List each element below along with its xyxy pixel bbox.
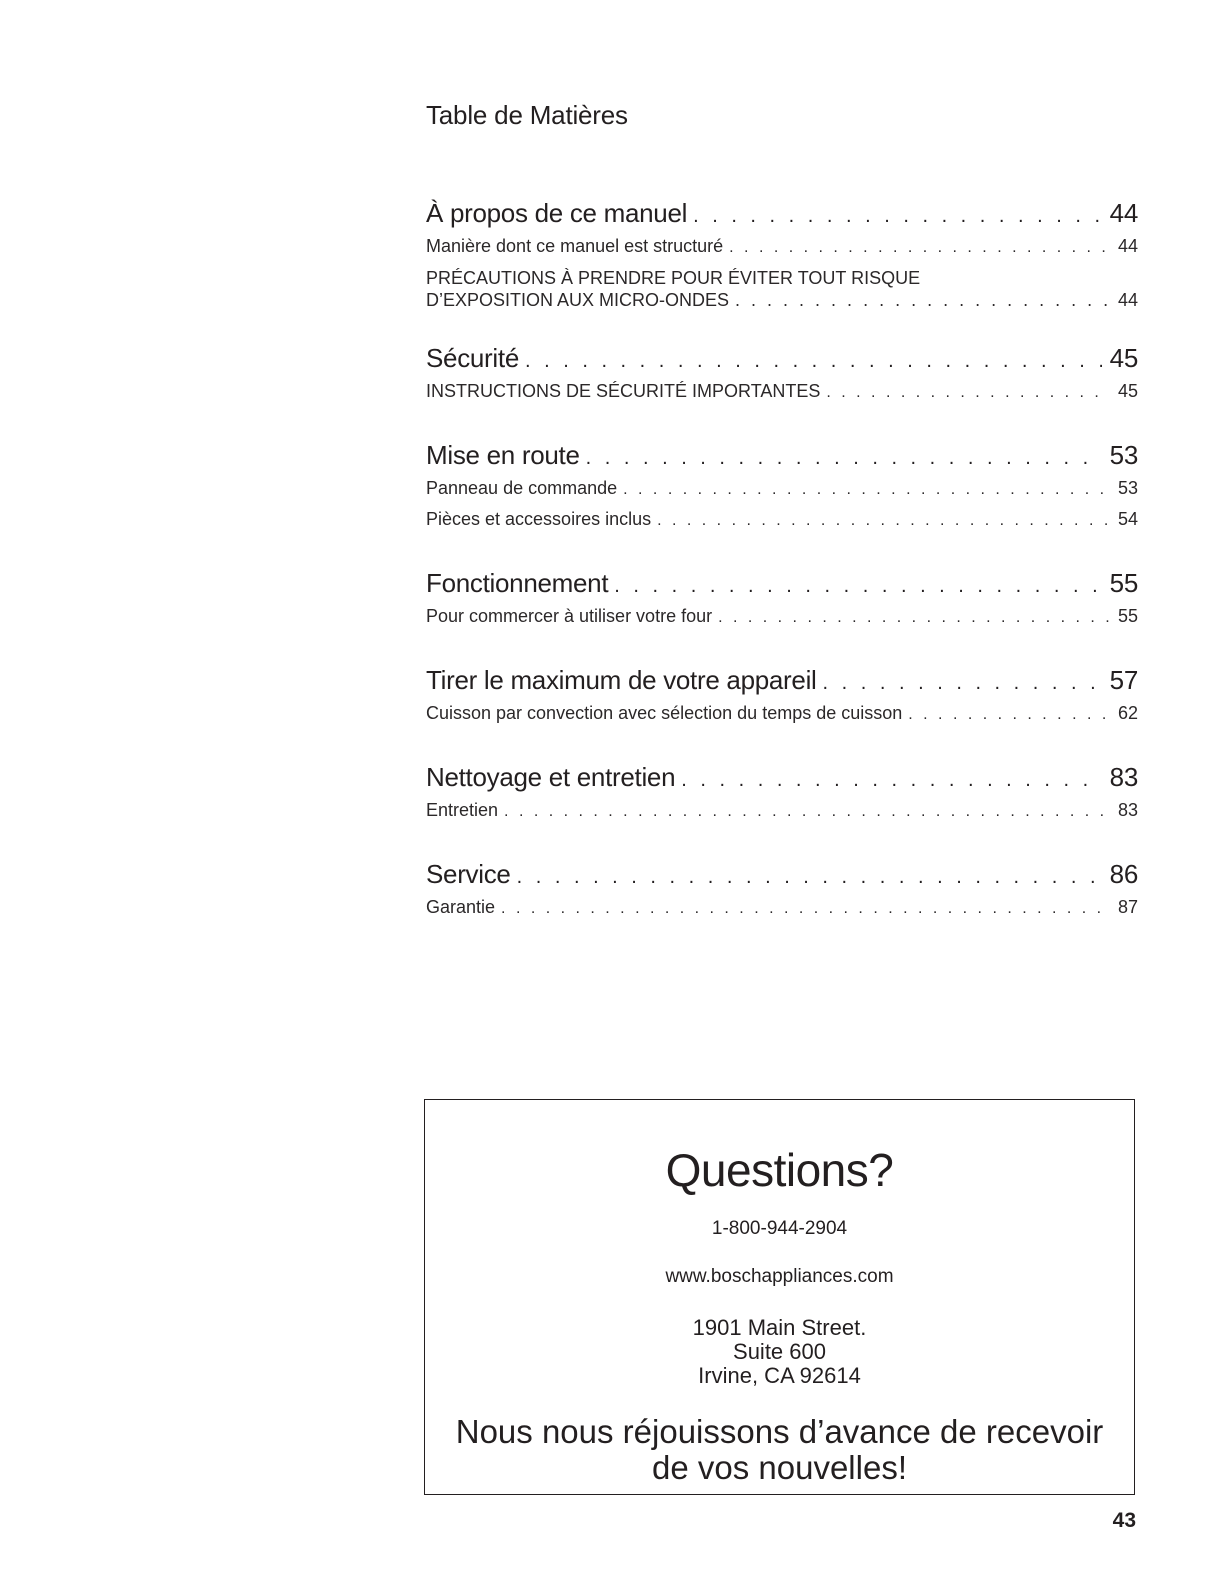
toc-section-cleaning bbox=[426, 762, 1138, 831]
toc-section-service bbox=[426, 859, 1138, 928]
toc-sub-label-line2: D’EXPOSITION AUX MICRO-ONDES bbox=[426, 290, 730, 310]
toc-main-entry[interactable] bbox=[426, 859, 1138, 897]
toc-page-number: 57 bbox=[1109, 665, 1138, 695]
toc-sub-entry-multiline[interactable] bbox=[426, 267, 1138, 315]
toc-page-number: 44 bbox=[1117, 290, 1138, 310]
table-of-contents bbox=[426, 198, 1138, 956]
toc-sub-entry[interactable] bbox=[426, 897, 1138, 928]
website-link[interactable]: www.boschappliances.com bbox=[665, 1266, 894, 1287]
toc-sub-label: Garantie bbox=[426, 897, 496, 917]
toc-page-number: 62 bbox=[1117, 703, 1138, 723]
closing-line-1: Nous nous réjouissons d’avance de recevoir bbox=[455, 1413, 1104, 1450]
dot-leader bbox=[525, 350, 1102, 373]
dot-leader bbox=[623, 481, 1110, 499]
dot-leader bbox=[614, 575, 1101, 598]
toc-sub-label: Pour commercer à utiliser votre four bbox=[426, 606, 713, 626]
phone-number[interactable]: 1-800-944-2904 bbox=[711, 1218, 848, 1239]
toc-section-security bbox=[426, 343, 1138, 412]
toc-page-number: 53 bbox=[1117, 478, 1138, 498]
toc-sub-entry[interactable] bbox=[426, 236, 1138, 267]
dot-leader bbox=[586, 447, 1102, 470]
toc-sub-label-line1: PRÉCAUTIONS À PRENDRE POUR ÉVITER TOUT RISQUE bbox=[426, 268, 921, 288]
address bbox=[425, 1316, 1134, 1388]
toc-main-entry[interactable] bbox=[426, 440, 1138, 478]
closing-message bbox=[425, 1414, 1134, 1486]
dot-leader bbox=[657, 512, 1110, 530]
toc-main-label: Tirer le maximum de votre appareil bbox=[426, 665, 817, 695]
toc-page-number: 54 bbox=[1117, 509, 1138, 529]
toc-page-number: 83 bbox=[1117, 800, 1138, 820]
toc-main-label: Sécurité bbox=[426, 343, 519, 373]
toc-sub-label: Manière dont ce manuel est structuré bbox=[426, 236, 724, 256]
toc-main-entry[interactable] bbox=[426, 343, 1138, 381]
toc-section-getting-started bbox=[426, 440, 1138, 540]
dot-leader bbox=[718, 609, 1110, 627]
toc-sub-label: Panneau de commande bbox=[426, 478, 618, 498]
dot-leader bbox=[908, 706, 1110, 724]
dot-leader bbox=[517, 866, 1102, 889]
dot-leader bbox=[735, 289, 1110, 311]
dot-leader bbox=[501, 900, 1110, 918]
dot-leader bbox=[693, 205, 1102, 228]
toc-sub-entry[interactable] bbox=[426, 800, 1138, 831]
toc-main-label: Mise en route bbox=[426, 440, 580, 470]
toc-page-number: 87 bbox=[1117, 897, 1138, 917]
toc-main-label: Service bbox=[426, 859, 511, 889]
toc-page-number: 45 bbox=[1109, 343, 1138, 373]
toc-main-label: Fonctionnement bbox=[426, 568, 609, 598]
address-line-1: 1901 Main Street. bbox=[692, 1315, 867, 1340]
toc-sub-label: Pièces et accessoires inclus bbox=[426, 509, 652, 529]
toc-page-number: 44 bbox=[1109, 198, 1138, 228]
toc-page-number: 44 bbox=[1117, 236, 1138, 256]
toc-title: Table de Matières bbox=[426, 100, 628, 130]
toc-main-entry[interactable] bbox=[426, 568, 1138, 606]
dot-leader bbox=[823, 672, 1102, 695]
toc-main-entry[interactable] bbox=[426, 198, 1138, 236]
toc-main-entry[interactable] bbox=[426, 762, 1138, 800]
address-line-2: Suite 600 bbox=[733, 1339, 826, 1364]
dot-leader bbox=[681, 769, 1101, 792]
dot-leader bbox=[504, 803, 1110, 821]
dot-leader bbox=[826, 384, 1110, 402]
toc-sub-entry[interactable] bbox=[426, 381, 1138, 412]
toc-page-number: 53 bbox=[1109, 440, 1138, 470]
toc-page-number: 86 bbox=[1109, 859, 1138, 889]
questions-title: Questions? bbox=[665, 1144, 894, 1196]
toc-sub-entry[interactable] bbox=[426, 478, 1138, 509]
toc-sub-entry[interactable] bbox=[426, 509, 1138, 540]
toc-section-about bbox=[426, 198, 1138, 315]
toc-sub-label: Entretien bbox=[426, 800, 499, 820]
toc-page-number: 83 bbox=[1109, 762, 1138, 792]
questions-box bbox=[424, 1099, 1135, 1495]
toc-sub-entry[interactable] bbox=[426, 606, 1138, 637]
toc-main-entry[interactable] bbox=[426, 665, 1138, 703]
toc-main-label: Nettoyage et entretien bbox=[426, 762, 676, 792]
toc-section-getting-most bbox=[426, 665, 1138, 734]
page-number: 43 bbox=[1112, 1509, 1136, 1532]
toc-page-number: 55 bbox=[1117, 606, 1138, 626]
toc-sub-label: INSTRUCTIONS DE SÉCURITÉ IMPORTANTES bbox=[426, 381, 821, 401]
toc-main-label: À propos de ce manuel bbox=[426, 198, 688, 228]
address-line-3: Irvine, CA 92614 bbox=[698, 1363, 861, 1388]
toc-section-operation bbox=[426, 568, 1138, 637]
toc-sub-label: Cuisson par convection avec sélection du temps de cuisson bbox=[426, 703, 903, 723]
toc-page-number: 45 bbox=[1117, 381, 1138, 401]
dot-leader bbox=[729, 239, 1110, 257]
toc-sub-entry[interactable] bbox=[426, 703, 1138, 734]
closing-line-2: de vos nouvelles! bbox=[652, 1449, 907, 1486]
toc-page-number: 55 bbox=[1109, 568, 1138, 598]
